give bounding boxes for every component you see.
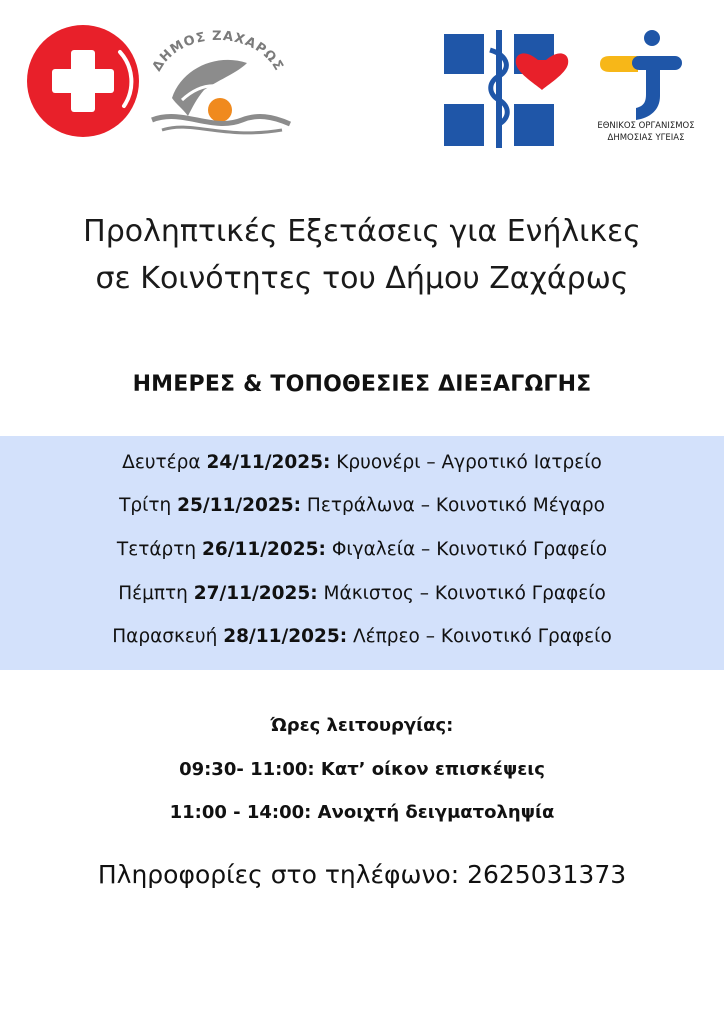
schedule-heading: ΗΜΕΡΕΣ & ΤΟΠΟΘΕΣΙΕΣ ΔΙΕΞΑΓΩΓΗΣ <box>132 372 592 397</box>
schedule-row <box>0 583 724 604</box>
eody-logo <box>586 20 706 150</box>
hours-desc: Κατ’ οίκον επισκέψεις <box>320 759 545 780</box>
title-line-1: Προληπτικές Εξετάσεις για Ενήλικες <box>83 214 641 249</box>
hours-time: 09:30- 11:00: <box>179 759 315 780</box>
red-cross-logo <box>24 22 142 140</box>
schedule-place: Λέπρεο – Κοινοτικό Γραφείο <box>353 626 612 647</box>
schedule-row <box>0 626 724 647</box>
schedule-row <box>0 495 724 516</box>
schedule-date: 28/11/2025: <box>223 626 348 647</box>
schedule-place: Μάκιστος – Κοινοτικό Γραφείο <box>323 583 606 604</box>
schedule-row <box>0 539 724 560</box>
ministry-of-health-logo <box>420 20 586 150</box>
schedule-row <box>0 452 724 473</box>
schedule-date: 24/11/2025: <box>206 452 331 473</box>
schedule-place: Κρυονέρι – Αγροτικό Ιατρείο <box>336 452 602 473</box>
schedule-date: 26/11/2025: <box>202 539 326 560</box>
eody-name-line1: ΕΘΝΙΚΟΣ ΟΡΓΑΝΙΣΜΟΣ <box>597 121 695 131</box>
schedule-place: Φιγαλεία – Κοινοτικό Γραφείο <box>331 539 608 560</box>
schedule-date: 27/11/2025: <box>193 583 318 604</box>
eody-name-line2: ΔΗΜΟΣΙΑΣ ΥΓΕΙΑΣ <box>607 133 685 143</box>
schedule-date: 25/11/2025: <box>177 495 302 516</box>
title-line-2: σε Κοινότητες του Δήμου Ζαχάρως <box>95 261 629 296</box>
hours-row <box>0 802 724 823</box>
hours-row <box>0 759 724 780</box>
hours-label: Ώρες λειτουργίας: <box>270 715 454 736</box>
schedule-place: Πετράλωνα – Κοινοτικό Μέγαρο <box>306 495 605 516</box>
hours-desc: Ανοιχτή δειγματοληψία <box>317 802 555 823</box>
hours-time: 11:00 - 14:00: <box>169 802 312 823</box>
dolphin-municipality-logo <box>142 28 294 140</box>
schedule-day: Πέμπτη <box>118 583 188 604</box>
schedule-day: Τετάρτη <box>116 539 197 560</box>
schedule-day: Τρίτη <box>119 495 172 516</box>
page-title <box>0 208 724 302</box>
schedule-day: Παρασκευή <box>112 626 218 647</box>
info-phone-text: Πληροφορίες στο τηλέφωνο: 2625031373 <box>97 860 627 889</box>
schedule-day: Δευτέρα <box>122 452 201 473</box>
municipality-arc-text: ΔΗΜΟΣ ΖΑΧΑΡΩΣ <box>149 28 287 75</box>
